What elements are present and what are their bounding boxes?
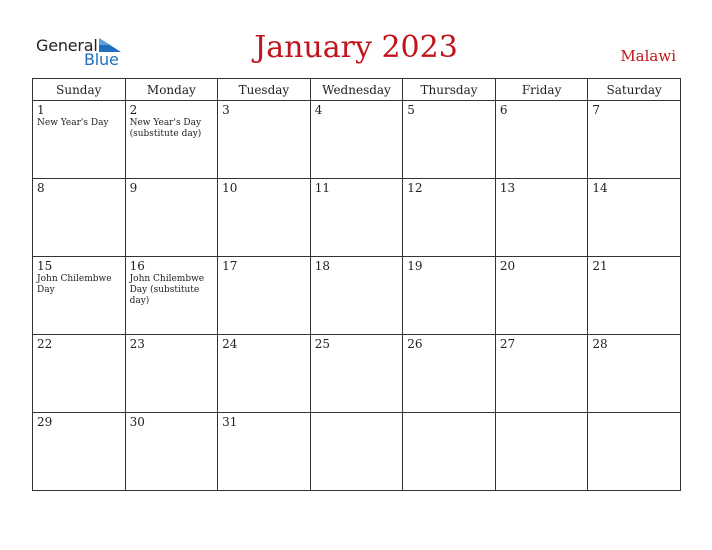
day-number: 6 [499, 103, 508, 117]
day-cell [310, 413, 403, 491]
day-cell [310, 257, 403, 335]
logo-text-blue: Blue [84, 50, 119, 69]
day-cell [218, 179, 311, 257]
day-number: 19 [407, 259, 423, 273]
day-cell [310, 101, 403, 179]
day-number: 3 [222, 103, 230, 117]
day-number: 12 [407, 181, 423, 195]
day-number: 4 [314, 103, 323, 117]
day-cell [588, 101, 681, 179]
day-cell [125, 257, 218, 335]
day-number: 30 [129, 415, 145, 429]
day-number: 27 [499, 337, 516, 351]
day-cell [310, 179, 403, 257]
day-cell [310, 335, 403, 413]
week-row [33, 179, 681, 257]
day-number: 21 [592, 259, 608, 273]
day-number: 5 [407, 103, 415, 117]
week-row [33, 413, 681, 491]
day-cell [125, 101, 218, 179]
weekday-header: Sunday [33, 79, 126, 101]
day-number: 11 [314, 181, 330, 195]
weekday-header: Friday [495, 79, 588, 101]
day-cell [403, 413, 496, 491]
day-cell [588, 335, 681, 413]
holiday-label: John Chilembwe Day [37, 274, 112, 295]
day-number: 9 [129, 181, 138, 195]
day-cell [33, 257, 126, 335]
day-number: 31 [222, 415, 238, 429]
day-cell [125, 413, 218, 491]
page-title: January 2023 [254, 30, 458, 65]
day-cell [33, 335, 126, 413]
day-number: 25 [314, 337, 330, 351]
day-number: 18 [314, 259, 330, 273]
weekday-header: Monday [125, 79, 218, 101]
day-number: 2 [129, 103, 138, 117]
day-number: 20 [499, 259, 516, 273]
day-cell [125, 179, 218, 257]
day-number: 15 [37, 259, 53, 273]
week-row [33, 257, 681, 335]
day-cell [33, 179, 126, 257]
day-cell [125, 335, 218, 413]
day-cell [33, 101, 126, 179]
day-cell [218, 413, 311, 491]
day-number: 16 [129, 259, 145, 273]
day-cell [495, 413, 588, 491]
day-number: 10 [222, 181, 238, 195]
day-number: 28 [592, 337, 608, 351]
weekday-header-row [33, 79, 681, 101]
country-label: Malawi [620, 47, 676, 65]
day-number: 23 [129, 337, 145, 351]
day-cell [403, 257, 496, 335]
day-cell [218, 101, 311, 179]
weekday-header: Wednesday [310, 79, 403, 101]
day-number: 29 [37, 415, 53, 429]
day-cell [588, 413, 681, 491]
day-cell [403, 335, 496, 413]
day-number: 24 [222, 337, 238, 351]
day-cell [588, 257, 681, 335]
day-cell [218, 335, 311, 413]
day-number: 13 [499, 181, 516, 195]
day-cell [403, 179, 496, 257]
day-cell [495, 335, 588, 413]
holiday-label: John Chilembwe Day (substitute day) [129, 274, 205, 306]
day-cell [403, 101, 496, 179]
day-cell [588, 179, 681, 257]
calendar-grid [32, 78, 681, 491]
day-cell [495, 257, 588, 335]
holiday-label: New Year's Day (substitute day) [129, 118, 202, 139]
day-number: 1 [37, 103, 45, 117]
day-number: 22 [37, 337, 53, 351]
day-cell [495, 101, 588, 179]
day-number: 8 [37, 181, 45, 195]
weekday-header: Saturday [588, 79, 681, 101]
day-number: 7 [592, 103, 601, 117]
weekday-header: Thursday [403, 79, 496, 101]
day-cell [33, 413, 126, 491]
day-cell [218, 257, 311, 335]
day-number: 14 [592, 181, 608, 195]
day-number: 26 [407, 337, 423, 351]
week-row [33, 335, 681, 413]
logo-text-general: General [36, 36, 98, 55]
week-row [33, 101, 681, 179]
day-cell [495, 179, 588, 257]
weekday-header: Tuesday [218, 79, 311, 101]
holiday-label: New Year's Day [37, 118, 109, 128]
day-number: 17 [222, 259, 238, 273]
